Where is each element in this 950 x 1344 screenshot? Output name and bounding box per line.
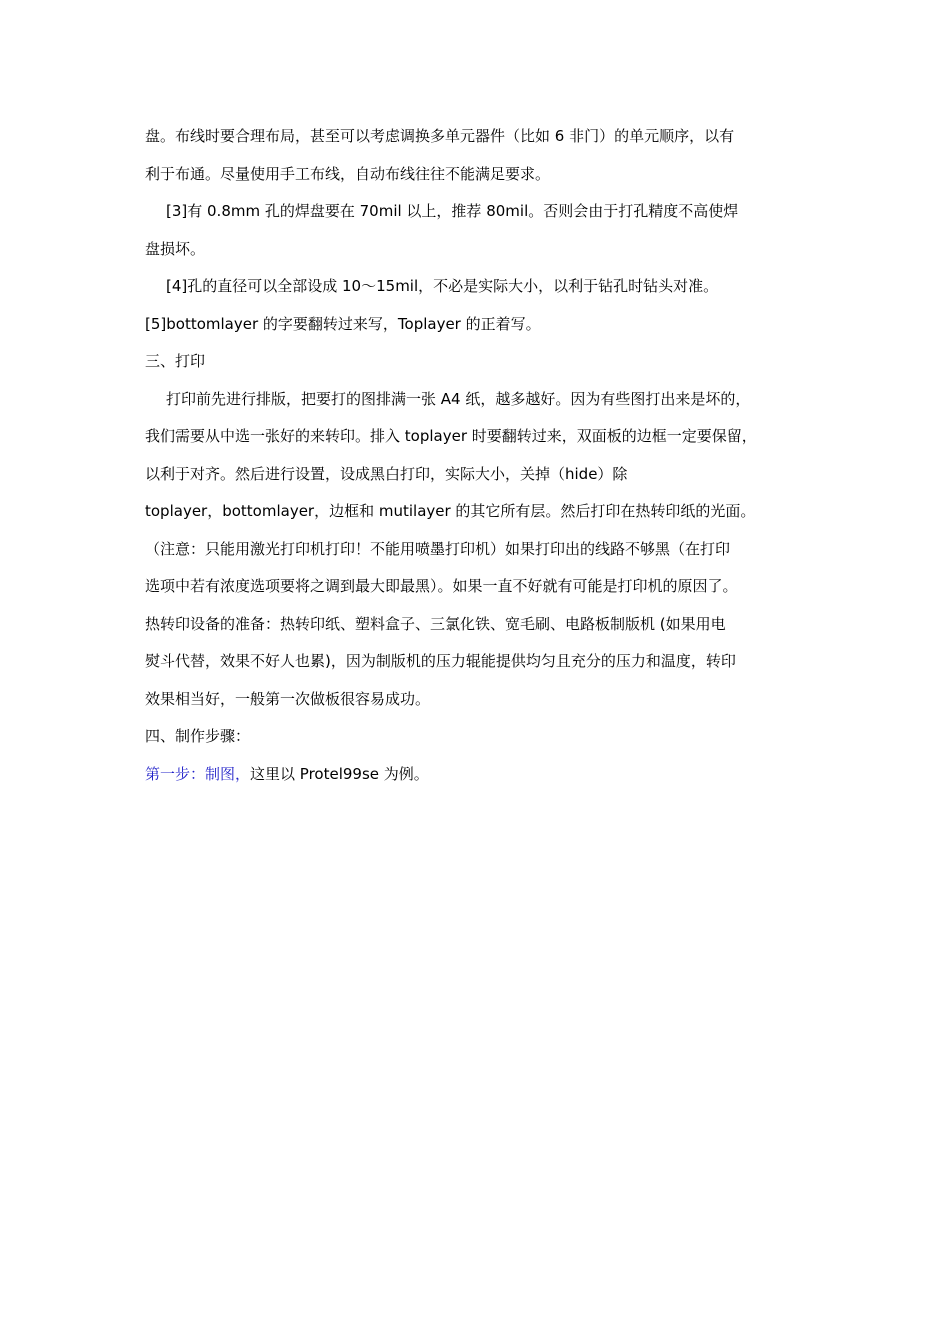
paragraph-line: 我们需要从中选一张好的来转印。排入 toplayer 时要翻转过来，双面板的边框一定要保留， bbox=[145, 427, 757, 445]
paragraph-line: toplayer，bottomlayer，边框和 mutilayer 的其它所有层。然后打印在热转印纸的光面。 bbox=[145, 502, 756, 520]
paragraph-line: （注意：只能用激光打印机打印！不能用喷墨打印机）如果打印出的线路不够黑（在打印 bbox=[145, 539, 731, 558]
paragraph-line: [4]孔的直径可以全部设成 10～15mil，不必是实际大小，以利于钻孔时钻头对准。 bbox=[166, 277, 719, 295]
paragraph-line: [3]有 0.8mm 孔的焊盘要在 70mil 以上，推荐 80mil。否则会由于打孔精度不高使焊 bbox=[166, 202, 739, 220]
paragraph-line: 利于布通。尽量使用手工布线，自动布线往往不能满足要求。 bbox=[145, 164, 551, 183]
paragraph-line: 以利于对齐。然后进行设置，设成黑白打印，实际大小，关掉（hide）除 bbox=[145, 464, 628, 483]
section-heading-steps: 四、制作步骤： bbox=[145, 727, 251, 745]
step-one-line bbox=[145, 756, 825, 794]
paragraph-line: 打印前先进行排版，把要打的图排满一张 A4 纸，越多越好。因为有些图打出来是坏的， bbox=[166, 389, 751, 408]
document-page bbox=[145, 118, 825, 793]
step-one-text: 这里以 Protel99se 为例。 bbox=[250, 764, 429, 783]
paragraph-line: 熨斗代替，效果不好人也累)，因为制版机的压力辊能提供均匀且充分的压力和温度，转印 bbox=[145, 652, 736, 670]
paragraph-line: 效果相当好，一般第一次做板很容易成功。 bbox=[145, 689, 431, 708]
paragraph-line: 盘。布线时要合理布局，甚至可以考虑调换多单元器件（比如 6 非门）的单元顺序，以有 bbox=[145, 127, 735, 145]
step-one-label: 第一步：制图， bbox=[145, 764, 251, 783]
paragraph-line: 盘损坏。 bbox=[145, 239, 206, 258]
section-heading-print: 三、打印 bbox=[145, 352, 206, 370]
paragraph-line: 热转印设备的准备：热转印纸、塑料盒子、三氯化铁、宽毛刷、电路板制版机 (如果用电 bbox=[145, 614, 726, 633]
paragraph-line: [5]bottomlayer 的字要翻转过来写，Toplayer 的正着写。 bbox=[145, 314, 541, 333]
paragraph-line: 选项中若有浓度选项要将之调到最大即最黑）。如果一直不好就有可能是打印机的原因了。 bbox=[145, 577, 738, 595]
